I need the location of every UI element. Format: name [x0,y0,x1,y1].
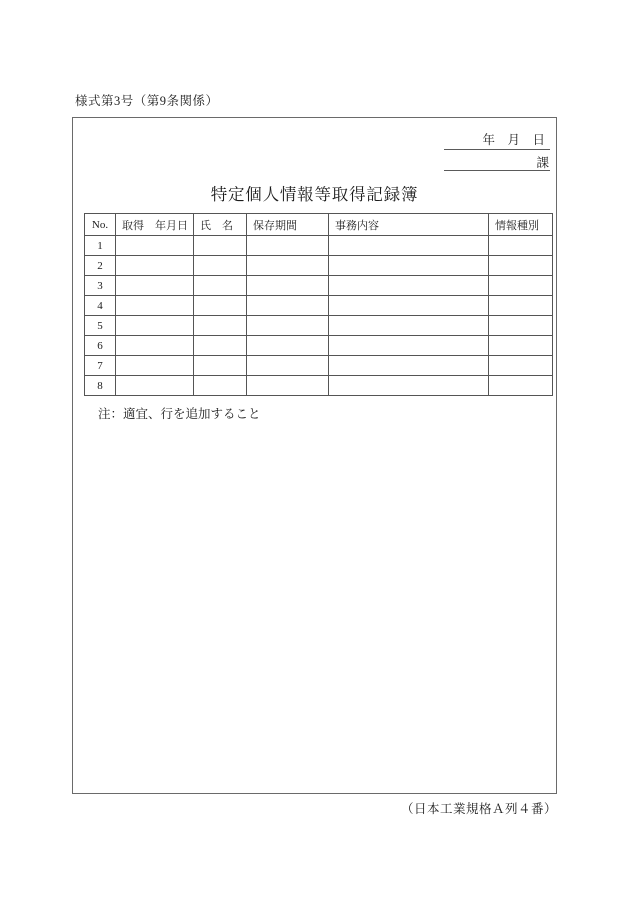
table-row [85,336,553,356]
table-cell [194,276,247,296]
date-line: 年 月 日 [444,132,550,150]
section-line: 課 [444,150,550,171]
note-text: 注：適宜、行を追加すること [98,407,261,421]
table-cell [489,236,553,256]
table-cell [194,256,247,276]
table-cell [329,336,489,356]
table-cell [247,336,329,356]
row-number-cell: 4 [85,296,116,316]
table-cell [116,316,194,336]
table-cell [116,276,194,296]
col-header-no: No. [85,214,116,236]
table-cell [329,316,489,336]
row-number-cell: 2 [85,256,116,276]
table-cell [194,336,247,356]
paper-size-note: （日本工業規格Ａ列４番） [400,802,557,816]
table-cell [247,316,329,336]
table-cell [329,256,489,276]
col-header-info-type: 情報種別 [489,214,553,236]
table-cell [329,376,489,396]
table-row [85,276,553,296]
table-row [85,296,553,316]
table-cell [489,296,553,316]
record-table [84,213,553,396]
table-cell [116,236,194,256]
row-number-cell: 8 [85,376,116,396]
table-cell [489,336,553,356]
form-border-box [72,117,557,794]
row-number-cell: 7 [85,356,116,376]
row-number-cell: 5 [85,316,116,336]
form-number-label: 様式第3号（第9条関係） [75,94,219,108]
table-cell [194,356,247,376]
table-cell [329,236,489,256]
col-header-acquisition-date: 取得 年月日 [116,214,194,236]
table-cell [194,376,247,396]
table-cell [247,296,329,316]
table-cell [247,236,329,256]
col-header-retention-period: 保存期間 [247,214,329,236]
table-cell [247,356,329,376]
table-cell [116,256,194,276]
table-row [85,316,553,336]
table-cell [194,236,247,256]
table-row [85,236,553,256]
table-cell [116,376,194,396]
table-cell [194,316,247,336]
col-header-name: 氏 名 [194,214,247,236]
form-title: 特定個人情報等取得記録簿 [210,185,419,204]
table-cell [489,356,553,376]
table-cell [116,296,194,316]
table-cell [329,276,489,296]
table-row [85,356,553,376]
table-row [85,376,553,396]
table-cell [329,296,489,316]
table-cell [329,356,489,376]
table-cell [489,276,553,296]
table-cell [247,256,329,276]
table-cell [489,316,553,336]
table-cell [489,256,553,276]
table-cell [247,376,329,396]
row-number-cell: 3 [85,276,116,296]
col-header-business-content: 事務内容 [329,214,489,236]
row-number-cell: 1 [85,236,116,256]
table-header-row [85,214,553,236]
row-number-cell: 6 [85,336,116,356]
table-cell [116,336,194,356]
table-cell [489,376,553,396]
table-cell [247,276,329,296]
table-cell [194,296,247,316]
table-cell [116,356,194,376]
table-row [85,256,553,276]
date-section [444,132,550,171]
